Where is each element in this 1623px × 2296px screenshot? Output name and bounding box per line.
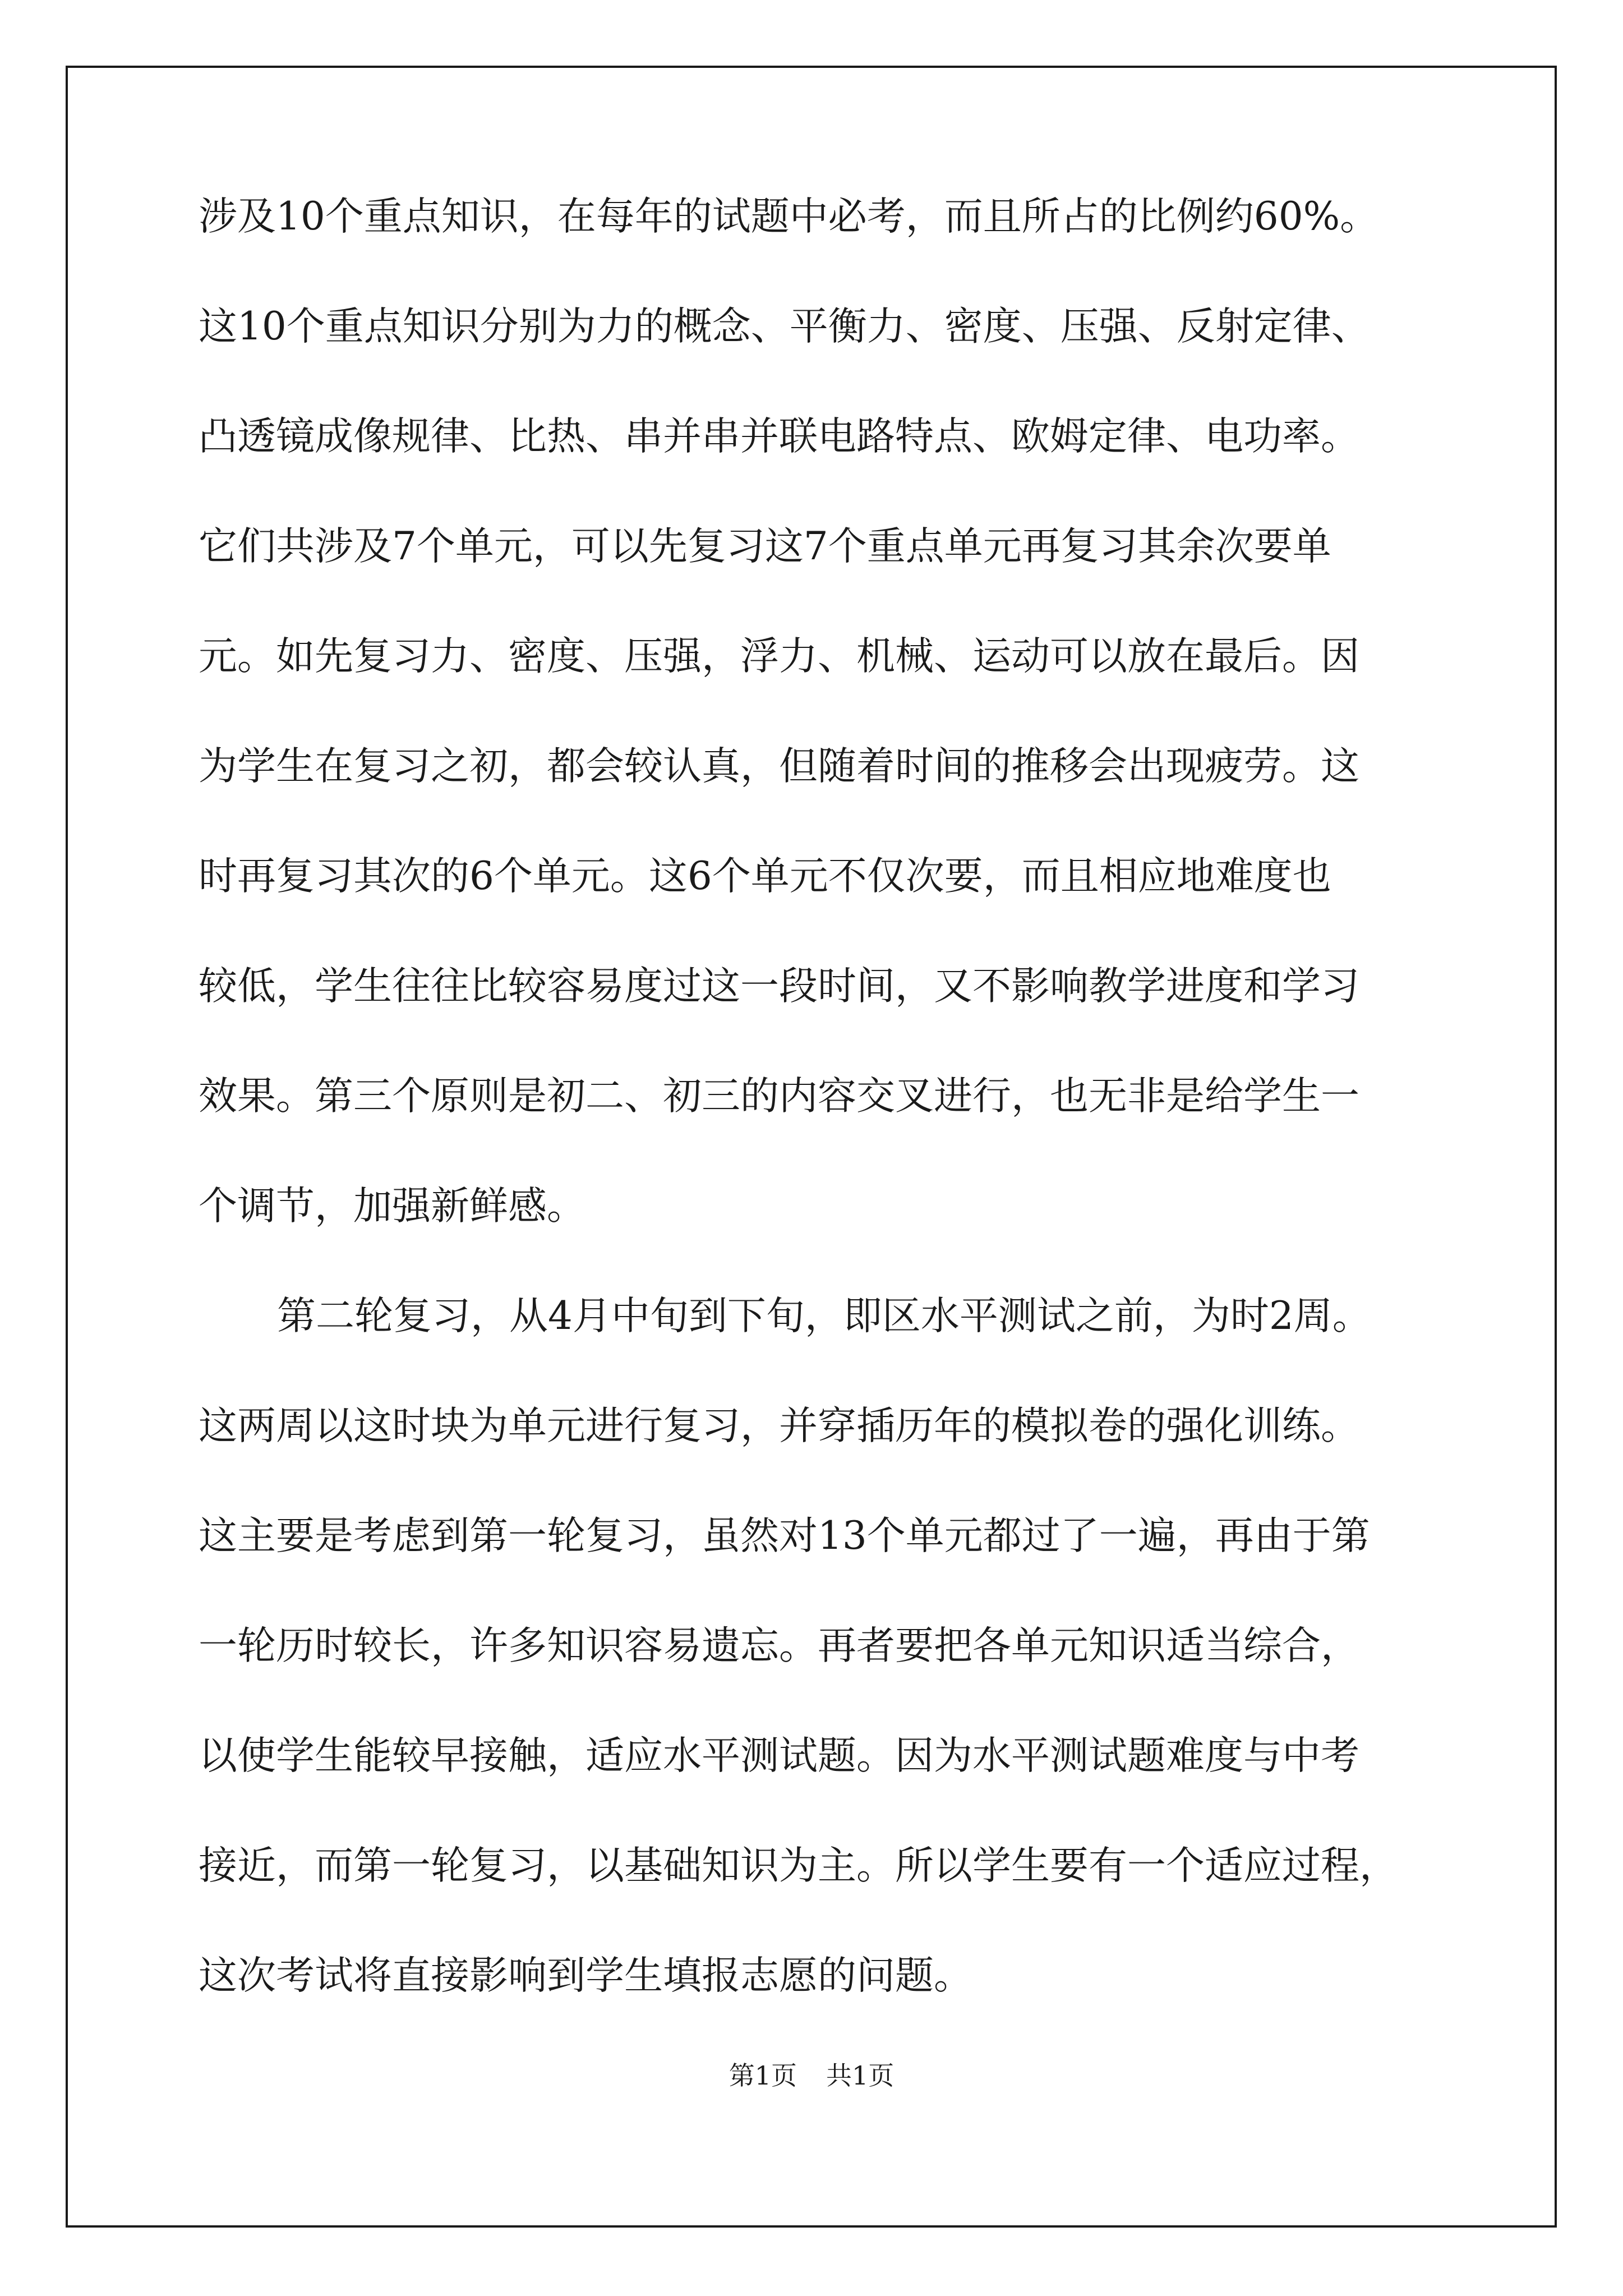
paragraph-2-line-1: 第二轮复习，从4月中旬到下旬，即区水平测试之前，为时2周。 [277,1294,1371,1338]
paragraph-1-line-10: 个调节，加强新鲜感。 [199,1184,585,1228]
paragraph-1-line-2: 这10个重点知识分别为力的概念、平衡力、密度、压强、反射定律、 [199,304,1370,349]
paragraph-2-line-2: 这两周以这时块为单元进行复习，并穿插历年的模拟卷的强化训练。 [199,1404,1359,1448]
page-number-label: 第1页 [728,2060,797,2091]
paragraph-1-line-5: 元。如先复习力、密度、压强，浮力、机械、运动可以放在最后。因 [199,634,1359,679]
page-border [66,66,1557,2228]
paragraph-2-line-5: 以使学生能较早接触，适应水平测试题。因为水平测试题难度与中考 [199,1733,1359,1778]
paragraph-2-line-4: 一轮历时较长，许多知识容易遗忘。再者要把各单元知识适当综合， [199,1623,1359,1668]
paragraph-1-line-1: 涉及10个重点知识，在每年的试题中必考，而且所占的比例约60%。 [199,194,1379,239]
page-footer [0,2056,1623,2095]
paragraph-1-line-7: 时再复习其次的6个单元。这6个单元不仅次要，而且相应地难度也 [199,854,1331,899]
paragraph-2-line-7: 这次考试将直接影响到学生填报志愿的问题。 [199,1953,972,1998]
page-total-label: 共1页 [826,2060,895,2091]
paragraph-1-line-9: 效果。第三个原则是初二、初三的内容交叉进行，也无非是给学生一 [199,1074,1359,1119]
paragraph-2-line-6: 接近，而第一轮复习，以基础知识为主。所以学生要有一个适应过程， [199,1843,1398,1888]
paragraph-2-line-3: 这主要是考虑到第一轮复习，虽然对13个单元都过了一遍，再由于第 [199,1513,1370,1558]
paragraph-1-line-8: 较低，学生往往比较容易度过这一段时间，又不影响教学进度和学习 [199,964,1359,1009]
paragraph-1-line-3: 凸透镜成像规律、比热、串并串并联电路特点、欧姆定律、电功率。 [199,414,1359,459]
paragraph-1-line-6: 为学生在复习之初，都会较认真，但随着时间的推移会出现疲劳。这 [199,744,1359,789]
paragraph-1-line-4: 它们共涉及7个单元，可以先复习这7个重点单元再复习其余次要单 [199,524,1331,569]
